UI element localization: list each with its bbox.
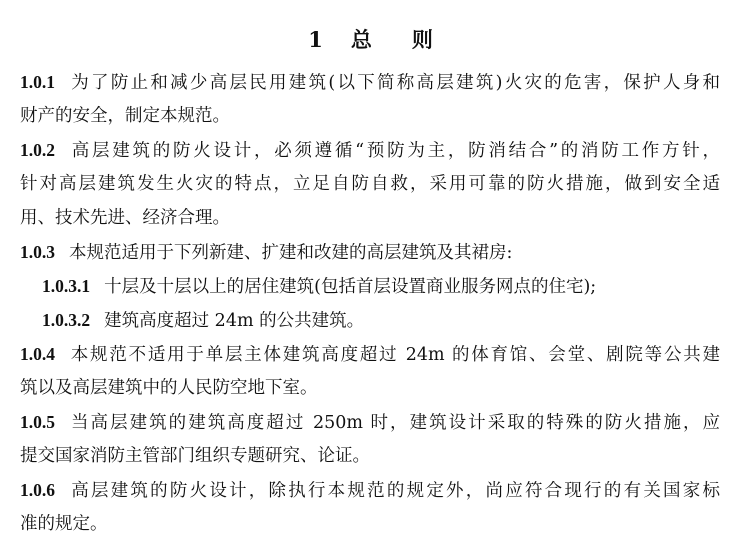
clause-text: 高层建筑的防火设计，必须遵循“预防为主，防消结合”的消防工作方针， [69, 141, 720, 161]
clause-text: 用、技术先进、经济合理。 [20, 208, 230, 228]
clause-1-0-1 [20, 65, 720, 133]
clause-text: 本规范适用于下列新建、扩建和改建的高层建筑及其裙房: [69, 243, 513, 263]
chapter-title-word-1: 总 [350, 27, 374, 52]
clause-text: 高层建筑的防火设计，除执行本规范的规定外，尚应符合现行的有关国家标 [69, 481, 720, 501]
clause-number: 1.0.3 [20, 242, 55, 262]
clause-1-0-2 [20, 133, 720, 235]
chapter-title-word-2: 则 [411, 27, 435, 52]
clause-number: 1.0.5 [20, 412, 55, 432]
clause-text: 建筑高度超过 24m 的公共建筑。 [104, 311, 365, 331]
clause-text: 针对高层建筑发生火灾的特点，立足自防自救，采用可靠的防火措施，做到安全适 [20, 174, 720, 194]
clause-text: 提交国家消防主管部门组织专题研究、论证。 [20, 446, 370, 466]
clause-text: 本规范不适用于单层主体建筑高度超过 24m 的体育馆、会堂、剧院等公共建 [69, 345, 720, 365]
clause-text: 当高层建筑的建筑高度超过 250m 时，建筑设计采取的特殊的防火措施，应 [69, 413, 720, 433]
chapter-number: 1 [308, 27, 325, 52]
clause-1-0-3 [20, 235, 720, 269]
clause-number: 1.0.6 [20, 480, 55, 500]
clause-number: 1.0.2 [20, 140, 55, 160]
chapter-title [0, 24, 743, 54]
clause-1-0-6 [20, 473, 720, 541]
clause-1-0-3-1 [20, 269, 720, 303]
clause-number: 1.0.3.2 [42, 310, 91, 330]
clause-text: 财产的安全，制定本规范。 [20, 106, 230, 126]
clause-number: 1.0.4 [20, 344, 55, 364]
clause-1-0-4 [20, 337, 720, 405]
clause-text: 为了防止和减少高层民用建筑(以下简称高层建筑)火灾的危害，保护人身和 [69, 73, 720, 93]
clause-text: 筑以及高层建筑中的人民防空地下室。 [20, 378, 318, 398]
clause-text: 准的规定。 [20, 514, 108, 534]
clause-number: 1.0.1 [20, 72, 55, 92]
document-body [20, 65, 720, 541]
clause-1-0-3-2 [20, 303, 720, 337]
clause-number: 1.0.3.1 [42, 276, 91, 296]
clause-text: 十层及十层以上的居住建筑(包括首层设置商业服务网点的住宅); [104, 277, 597, 297]
clause-1-0-5 [20, 405, 720, 473]
